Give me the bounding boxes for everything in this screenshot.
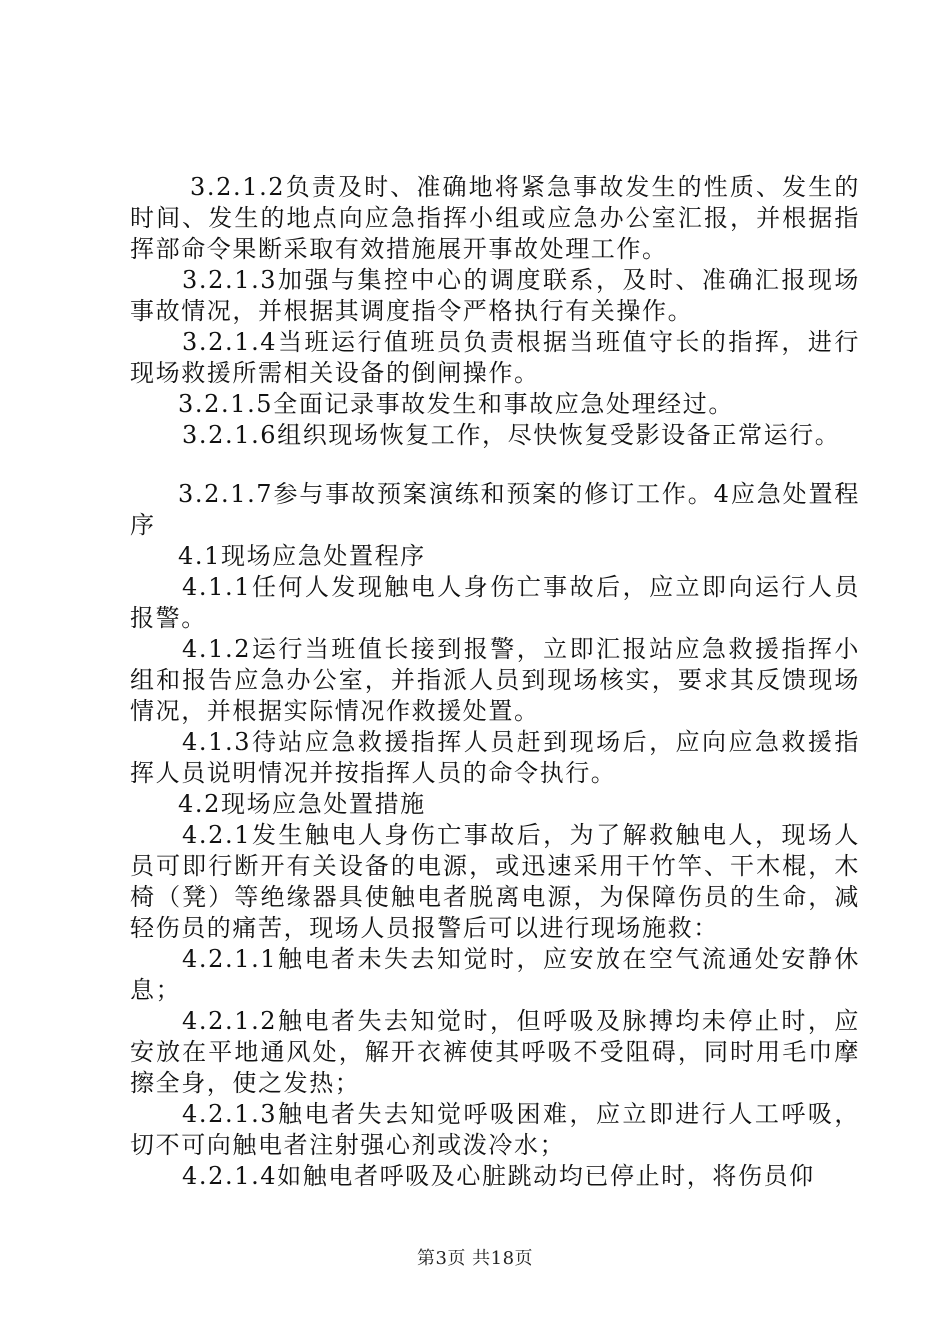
paragraph-4-2-1-4: 4.2.1.4如触电者呼吸及心脏跳动均已停止时，将伤员仰 [182,1162,815,1190]
paragraph-4-2-1-2: 4.2.1.2触电者失去知觉时，但呼吸及脉搏均未停止时，应安放在平地通风处，解开衣裤使其呼吸不受阻碍，同时用毛巾摩擦全身，使之发热； [130,1007,860,1097]
paragraph-3-2-1-6: 3.2.1.6组织现场恢复工作，尽快恢复受影设备正常运行。 [182,421,841,449]
paragraph-4-2-1-1: 4.2.1.1触电者未失去知觉时，应安放在空气流通处安静休息； [130,945,860,1004]
paragraph-3-2-1-5: 3.2.1.5全面记录事故发生和事故应急处理经过。 [178,390,734,418]
paragraph-3-2-1-7: 3.2.1.7参与事故预案演练和预案的修订工作。4应急处置程序 [130,480,860,539]
heading-4-2: 4.2现场应急处置措施 [178,790,426,818]
paragraph-4-2-1-3: 4.2.1.3触电者失去知觉呼吸困难，应立即进行人工呼吸，切不可向触电者注射强心剂或泼冷水； [130,1100,860,1159]
paragraph-gap [130,451,860,479]
heading-4-1: 4.1现场应急处置程序 [178,542,426,570]
paragraph-4-2-1: 4.2.1发生触电人身伤亡事故后，为了解救触电人，现场人员可即行断开有关设备的电源，或迅速采用干竹竿、干木棍，木椅（凳）等绝缘器具使触电者脱离电源，为保障伤员的生命，减轻伤员的痛苦，现场人员报警后可以进行现场施救： [130,821,860,942]
paragraph-4-1-1: 4.1.1任何人发现触电人身伤亡事故后，应立即向运行人员报警。 [130,573,860,632]
document-body [130,172,860,1192]
page-footer: 第3页 共18页 [416,1248,534,1269]
paragraph-4-1-3: 4.1.3待站应急救援指挥人员赶到现场后，应向应急救援指挥人员说明情况并按指挥人员的命令执行。 [130,728,860,787]
paragraph-4-1-2: 4.1.2运行当班值长接到报警，立即汇报站应急救援指挥小组和报告应急办公室，并指派人员到现场核实，要求其反馈现场情况，并根据实际情况作救援处置。 [130,635,860,725]
paragraph-3-2-1-2: 3.2.1.2负责及时、准确地将紧急事故发生的性质、发生的时间、发生的地点向应急指挥小组或应急办公室汇报，并根据指挥部命令果断采取有效措施展开事故处理工作。 [130,173,860,263]
paragraph-3-2-1-3: 3.2.1.3加强与集控中心的调度联系，及时、准确汇报现场事故情况，并根据其调度指令严格执行有关操作。 [130,266,860,325]
paragraph-3-2-1-4: 3.2.1.4当班运行值班员负责根据当班值守长的指挥，进行现场救援所需相关设备的倒闸操作。 [130,328,860,387]
